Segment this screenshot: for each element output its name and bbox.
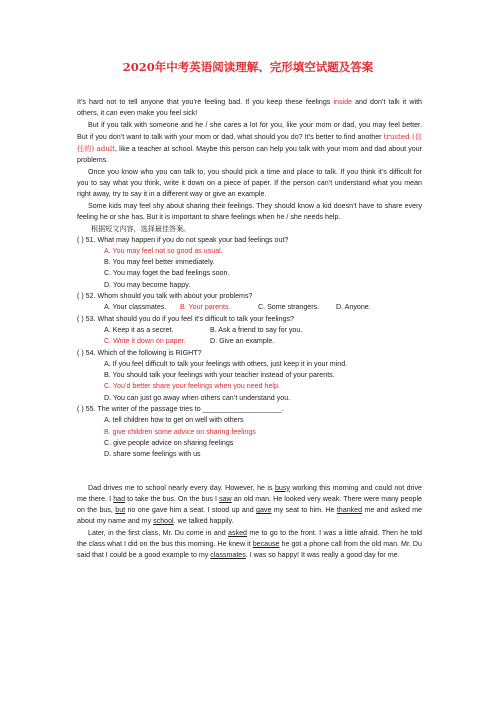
- answer-option: C. Write it down on paper.: [104, 337, 186, 346]
- document-body: [77, 97, 422, 562]
- text-run: , like a teacher at school. Maybe this person can help you talk with your mom and dad about your problems.: [77, 145, 422, 165]
- text-run: he got a phone call from the old man. Mr. Du said that I could be a good example to my: [77, 539, 422, 560]
- question-51: ( ) 51. What may happen if you do not speak your bad feelings out?: [77, 235, 289, 244]
- option-row: [104, 381, 422, 392]
- underlined-word: school: [153, 517, 174, 526]
- underlined-word: gave: [256, 506, 272, 515]
- underlined-word: busy: [274, 483, 290, 492]
- answer-option: B. Ask a friend to say for you.: [210, 325, 303, 334]
- passage2-paragraph-1: [77, 483, 422, 528]
- text-run: my seat to him. He: [271, 506, 337, 515]
- answer-option: A. If you feel difficult to talk your feelings with others, just keep it in your mind.: [104, 359, 348, 368]
- passage1-paragraph-3: Once you know who you can talk to, you should pick a time and place to talk. If you think it’s difficult for you to say what you think, write it down on a piece of paper. If the person can’t understand what you mean right away, try to say it in a different way or give an example.: [77, 167, 422, 199]
- option-row: [104, 280, 422, 291]
- passage1-paragraph-4: Some kids may feel shy about sharing their feelings. They should know a kid doesn’t have to share every feeling he or she has. But it is important to share feelings when he / she needs help.: [77, 201, 422, 221]
- underlined-word: saw: [219, 494, 232, 503]
- option-row: [104, 325, 422, 336]
- answer-option: C. give people advice on sharing feelings: [104, 438, 234, 447]
- text-run: and don’t talk it with others, it can even make you feel sick!: [77, 98, 422, 118]
- question-55: ( ) 55. The writer of the passage tries to ____________________.: [77, 405, 284, 414]
- underlined-word: asked: [228, 528, 247, 537]
- option-row: [104, 257, 422, 268]
- answer-option: C. You’d better share your feelings when you need help.: [104, 382, 280, 391]
- option-row: [104, 359, 422, 370]
- answer-option: D. Give an example.: [210, 337, 275, 346]
- answer-option: C. Some strangers.: [258, 303, 320, 312]
- document-title: 2020年中考英语阅读理解、完形填空试题及答案: [122, 60, 374, 74]
- option-row: [104, 268, 422, 279]
- underlined-word: thanked: [336, 506, 363, 515]
- underlined-word: classmates: [210, 551, 246, 560]
- underlined-word: had: [113, 494, 126, 503]
- option-row: [104, 393, 422, 404]
- option-row: [104, 415, 422, 426]
- answer-option: C. You may foget the bad feelings soon.: [104, 269, 230, 278]
- option-row: [104, 370, 422, 381]
- answer-option: B. You may feel better immediately.: [104, 258, 215, 267]
- option-row: [104, 246, 422, 257]
- answer-option: A. You may feel not so good as usual.: [104, 246, 223, 255]
- text-run: Dad drives me to school nearly every day. However, he is: [88, 483, 275, 492]
- question-53: ( ) 53. What should you do if you feel it’s difficult to talk your feelings?: [77, 314, 294, 323]
- highlighted-text: inside: [333, 98, 352, 106]
- question-list: [77, 235, 422, 461]
- option-row: [104, 449, 422, 460]
- option-row: [104, 427, 422, 438]
- answer-option: D. share some feelings with us: [104, 450, 201, 459]
- answer-option: D. Anyone.: [336, 303, 371, 312]
- highlighted-text: trusted (信任的) adult: [77, 131, 422, 154]
- answer-option: B. Your parents.: [180, 303, 231, 312]
- passage1-paragraph-1: [77, 97, 422, 120]
- passage2-paragraph-2: [77, 528, 422, 562]
- text-run: It’s hard not to tell anyone that you’re feeling bad. If you keep these feelings: [77, 98, 334, 106]
- option-row: [104, 336, 422, 347]
- option-row: [104, 302, 422, 313]
- answer-option: A. tell children how to get on well with others: [104, 416, 244, 425]
- answer-option: A. Your classmates.: [104, 303, 167, 312]
- answer-option: B. You should talk your feelings with your teacher instead of your parents.: [104, 371, 335, 380]
- text-run: an old man. He looked very weak. There were many people on the bus,: [77, 494, 422, 515]
- option-row: [104, 438, 422, 449]
- answer-option: D. You can just go away when others can’t understand you.: [104, 393, 291, 402]
- text-run: . I was so happy! It was really a good day for me.: [245, 551, 400, 560]
- instruction-line: 根据短文内容，选择最佳答案。: [91, 224, 191, 234]
- question-54: ( ) 54. Which of the following is RIGHT?: [77, 348, 202, 357]
- answer-option: D. You may become happy.: [104, 280, 191, 289]
- text-run: Later, in the first class, Mr. Du come in and: [88, 528, 229, 537]
- answer-option: B. give children some advice on sharing feelings: [104, 427, 256, 436]
- underlined-word: because: [252, 539, 280, 548]
- underlined-word: but: [115, 506, 126, 515]
- text-run: no one gave him a seat. I stood up and: [125, 506, 257, 515]
- answer-option: A. Keep it as a secret.: [104, 325, 174, 334]
- text-run: . we talked happily.: [173, 517, 234, 526]
- text-run: me to go to the front. I was a little afraid. Then he told the class what I did on the bus this morning. He knew it: [77, 528, 422, 548]
- passage1-paragraph-2: [77, 120, 422, 167]
- text-run: But if you talk with someone and he / she cares a lot for you, like your mom or dad, you may feel better. But if you don’t want to talk with your mom or dad, what should you do? It’s better to find another: [77, 120, 422, 141]
- question-52: ( ) 52. Whom should you talk with about your problems?: [77, 292, 253, 301]
- text-run: me and asked me about my name and my: [77, 506, 422, 526]
- text-run: working this morning and could not drive me there. I: [77, 483, 422, 503]
- text-run: to take the bus. On the bus I: [125, 494, 220, 503]
